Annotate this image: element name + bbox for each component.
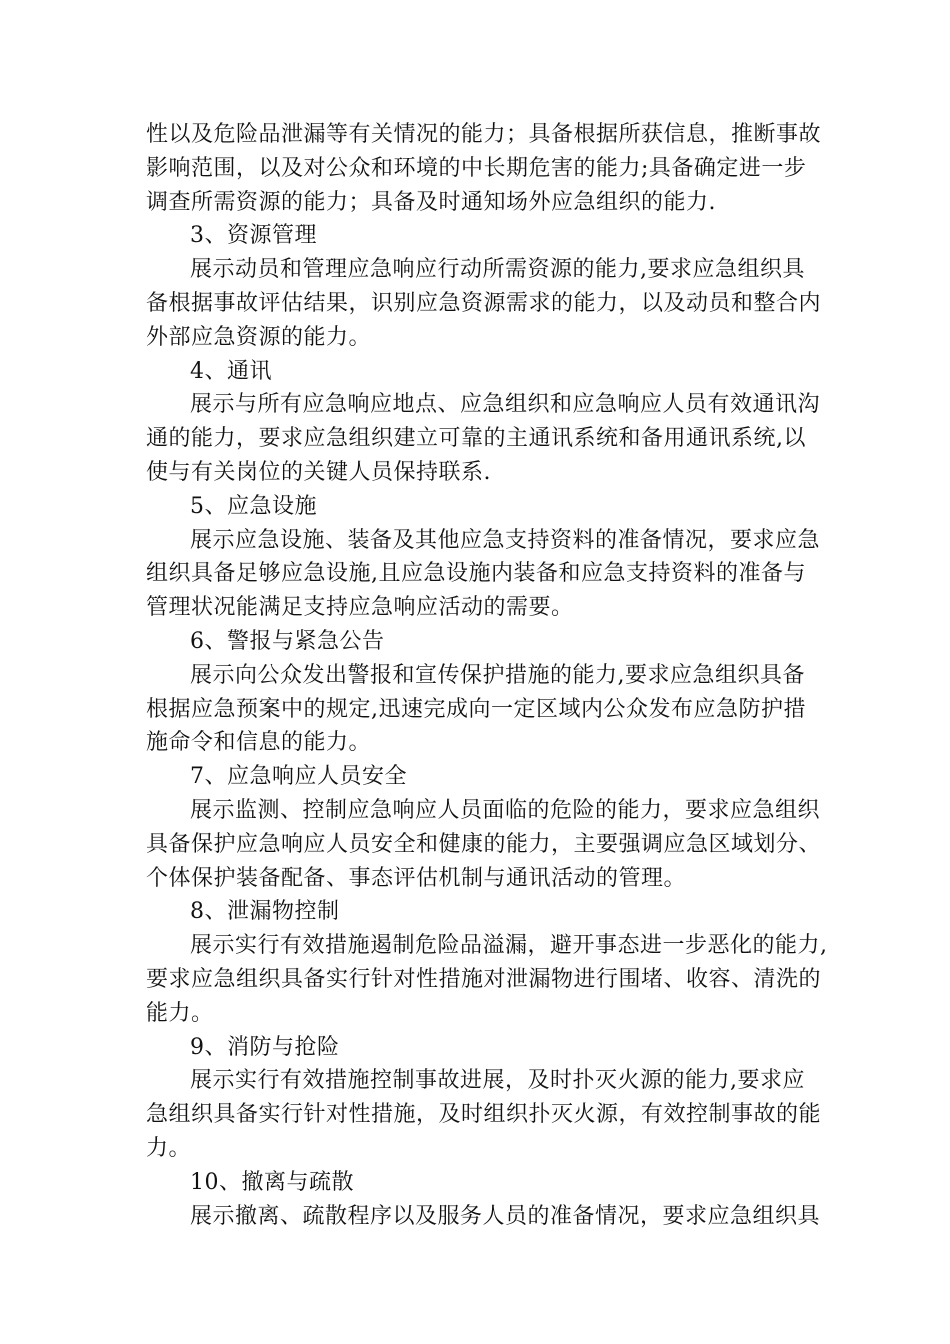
text-line: 性以及危险品泄漏等有关情况的能力；具备根据所获信息，推断事故 — [146, 122, 822, 147]
text-line: 展示撤离、疏散程序以及服务人员的准备情况，要求应急组织具 — [190, 1203, 821, 1229]
text-line: 展示实行有效措施遏制危险品溢漏，避开事态进一步恶化的能力, — [190, 933, 828, 959]
text-line: 管理状况能满足支持应急响应活动的需要。 — [146, 595, 574, 621]
text-line: 力。 — [146, 1135, 192, 1161]
text-line: 能力。 — [146, 1000, 214, 1026]
document-body — [146, 118, 826, 1233]
text-line: 组织具备足够应急设施,且应急设施内装备和应急支持资料的准备与 — [146, 561, 806, 587]
text-line: 展示应急设施、装备及其他应急支持资料的准备情况，要求应急 — [190, 527, 821, 553]
text-line: 施命令和信息的能力。 — [146, 730, 372, 756]
text-line: 7、应急响应人员安全 — [190, 764, 407, 790]
text-line: 展示与所有应急响应地点、应急组织和应急响应人员有效通讯沟 — [190, 392, 821, 418]
text-line: 使与有关岗位的关键人员保持联系. — [146, 459, 491, 485]
text-line: 备根据事故评估结果，识别应急资源需求的能力，以及动员和整合内 — [146, 290, 822, 316]
text-line: 根据应急预案中的规定,迅速完成向一定区域内公众发布应急防护措 — [146, 696, 806, 722]
text-line: 外部应急资源的能力。 — [146, 324, 372, 350]
text-line: 9、消防与抢险 — [190, 1034, 340, 1060]
text-line: 10、撤离与疏散 — [190, 1169, 354, 1195]
text-line: 5、应急设施 — [190, 493, 317, 519]
text-line: 影响范围，以及对公众和环境的中长期危害的能力;具备确定进一步 — [146, 155, 807, 181]
text-line: 展示向公众发出警报和宣传保护措施的能力,要求应急组织具备 — [190, 662, 805, 688]
text-line: 具备保护应急响应人员安全和健康的能力，主要强调应急区域划分、 — [146, 831, 822, 857]
text-line: 8、泄漏物控制 — [190, 899, 340, 925]
text-line: 6、警报与紧急公告 — [190, 628, 385, 654]
text-line: 个体保护装备配备、事态评估机制与通讯活动的管理。 — [146, 865, 687, 891]
text-line: 要求应急组织具备实行针对性措施对泄漏物进行围堵、收容、清洗的 — [146, 966, 822, 992]
text-line: 展示动员和管理应急响应行动所需资源的能力,要求应急组织具 — [190, 257, 805, 283]
text-line: 展示监测、控制应急响应人员面临的危险的能力，要求应急组织 — [190, 797, 821, 823]
text-line: 通的能力，要求应急组织建立可靠的主通讯系统和备用通讯系统,以 — [146, 426, 806, 452]
text-line: 4、通讯 — [190, 358, 272, 384]
text-line: 调查所需资源的能力；具备及时通知场外应急组织的能力. — [146, 189, 716, 215]
text-line: 急组织具备实行针对性措施，及时组织扑灭火源，有效控制事故的能 — [146, 1102, 822, 1128]
text-line: 展示实行有效措施控制事故进展，及时扑灭火源的能力,要求应 — [190, 1068, 805, 1094]
text-line: 3、资源管理 — [190, 223, 317, 249]
